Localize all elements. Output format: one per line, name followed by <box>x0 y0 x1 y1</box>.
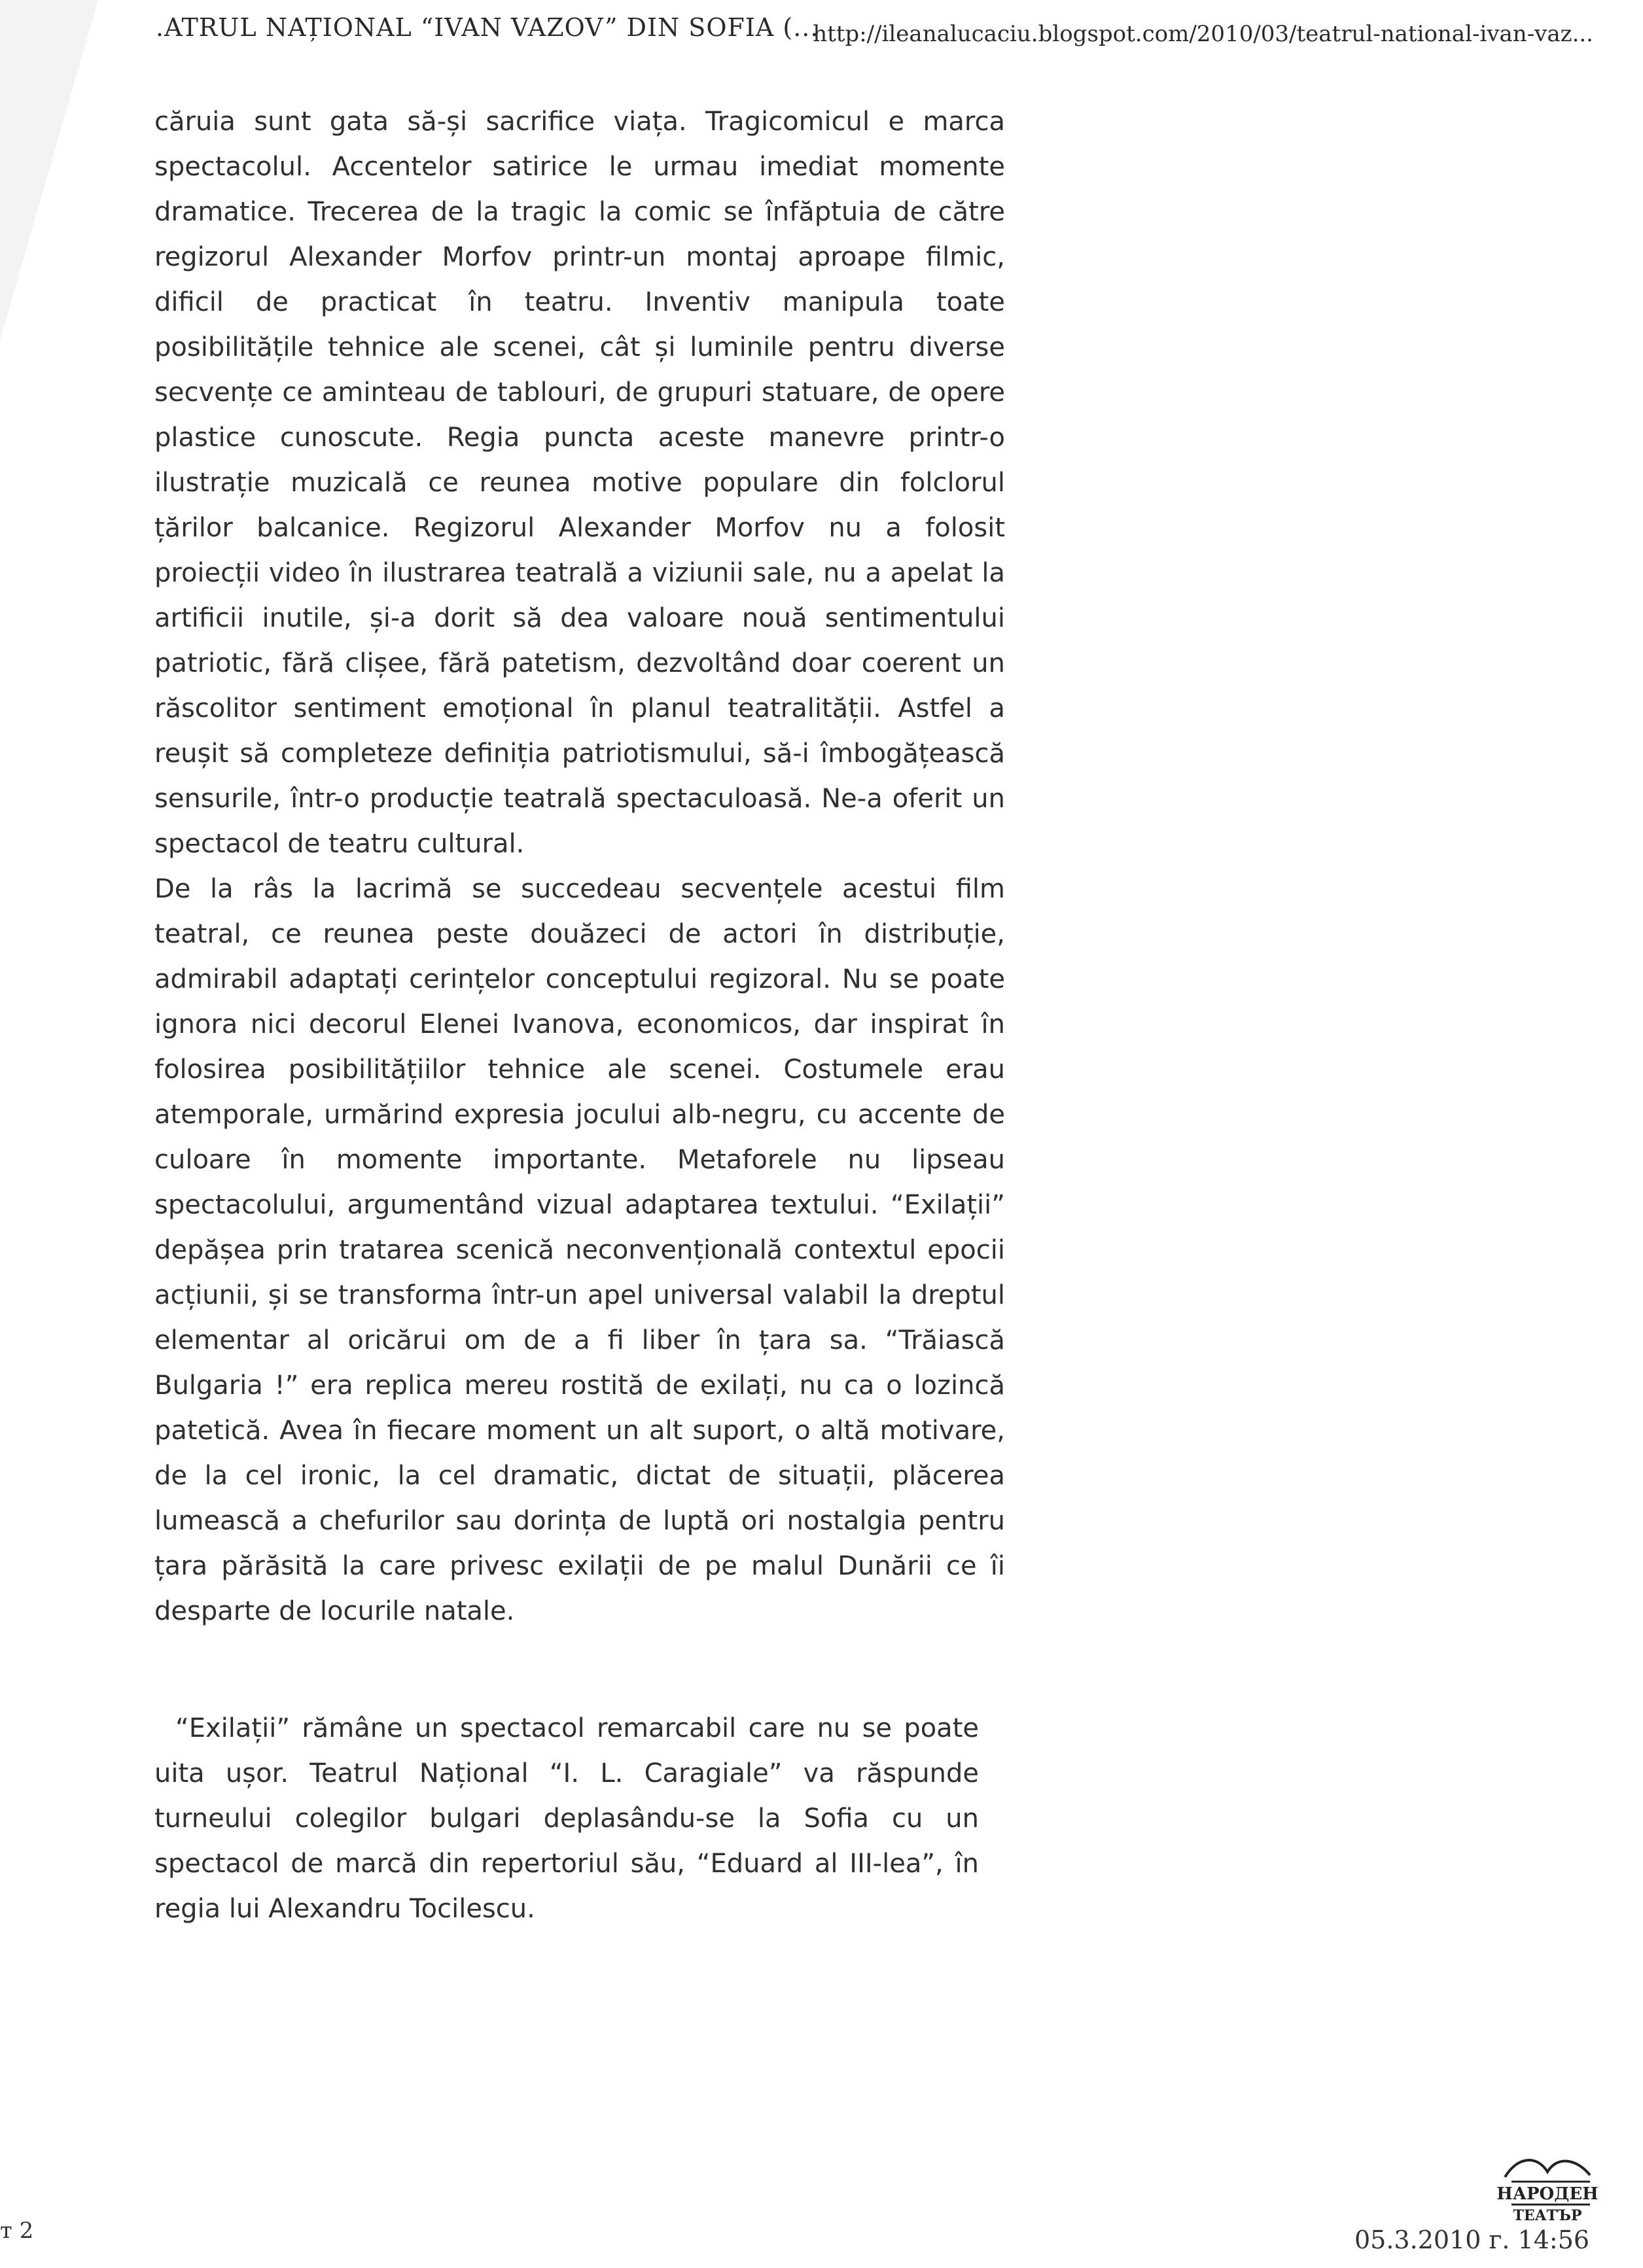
page-number: т 2 <box>0 2218 34 2244</box>
closing-paragraph: “Exilații” rămâne un spectacol remarcabil care nu se poate uita ușor. Teatrul Național “I. L. Caragiale” va răspunde turneului colegilor bulgari deplasându-se la Sofia cu un spectacol de marcă din repertoriul său, “Eduard al III-lea”, în regia lui Alexandru Tocilescu. <box>154 1713 979 1924</box>
stamp-text-2: ТЕАТЪР <box>1513 2207 1582 2224</box>
stamp-signature-stroke <box>1505 2160 1590 2177</box>
page-header-url: http://ileanalucaciu.blogspot.com/2010/03/teatrul-national-ivan-vaz... <box>813 21 1593 47</box>
body-paragraph-2: De la râs la lacrimă se succedeau secvențele acestui film teatral, ce reunea peste douăzeci de actori în distribuție, admirabil adaptați cerințelor conceptului regizoral. Nu se poate ignora nici decorul Elenei Ivanova, economicos, dar inspirat în folosirea posibilitățiilor tehnice ale scenei. Costumele erau atemporale, urmărind expresia jocului alb-negru, cu accente de culoare în momente importante. Metaforele nu lipseau spectacolului, argumentând vizual adaptarea textului. “Exilații” depășea prin tratarea scenică neconvențională contextul epocii acțiunii, și se transforma într-un apel universal valabil la dreptul elementar al oricărui om de a fi liber în țara sa. “Trăiască Bulgaria !” era replica mereu rostită de exilați, nu ca o lozincă patetică. Avea în fiecare moment un alt suport, o altă motivare, de la cel ironic, la cel dramatic, dictat de situații, plăcerea lumească a chefurilor sau dorința de luptă ori nostalgia pentru țara părăsită la care privesc exilații de pe malul Dunării ce îi desparte de locurile natale. <box>154 874 1005 1626</box>
article-closing <box>154 1706 979 1932</box>
scan-fold-artifact <box>0 0 98 340</box>
stamp-text-1: НАРОДЕН <box>1496 2184 1599 2204</box>
footer-date: 05.3.2010 г. 14:56 <box>1354 2225 1590 2254</box>
page-header-title: .ATRUL NAȚIONAL “IVAN VAZOV” DIN SOFIA (... <box>156 13 819 42</box>
theatre-stamp-logo <box>1492 2152 1603 2231</box>
article-body <box>154 99 1005 1634</box>
body-paragraph-1: căruia sunt gata să-și sacrifice viața. Tragicomicul e marca spectacolul. Accentelor satirice le urmau imediat momente dramatice. Trecerea de la tragic la comic se înfăptuia de către regizorul Alexander Morfov printr-un montaj aproape filmic, dificil de practicat în teatru. Inventiv manipula toate posibilitățile tehnice ale scenei, cât și luminile pentru diverse secvențe ce aminteau de tablouri, de grupuri statuare, de opere plastice cunoscute. Regia puncta aceste manevre printr-o ilustrație muzicală ce reunea motive populare din folclorul țărilor balcanice. Regizorul Alexander Morfov nu a folosit proiecții video în ilustrarea teatrală a viziunii sale, nu a apelat la artificii inutile, și-a dorit să dea valoare nouă sentimentului patriotic, fără clișee, fără patetism, dezvoltând doar coerent un răscolitor sentiment emoțional în planul teatralității. Astfel a reușit să completeze definiția patriotismului, să-i îmbogățească sensurile, într-o producție teatrală spectaculoasă. Ne-a oferit un spectacol de teatru cultural. <box>154 107 1005 859</box>
